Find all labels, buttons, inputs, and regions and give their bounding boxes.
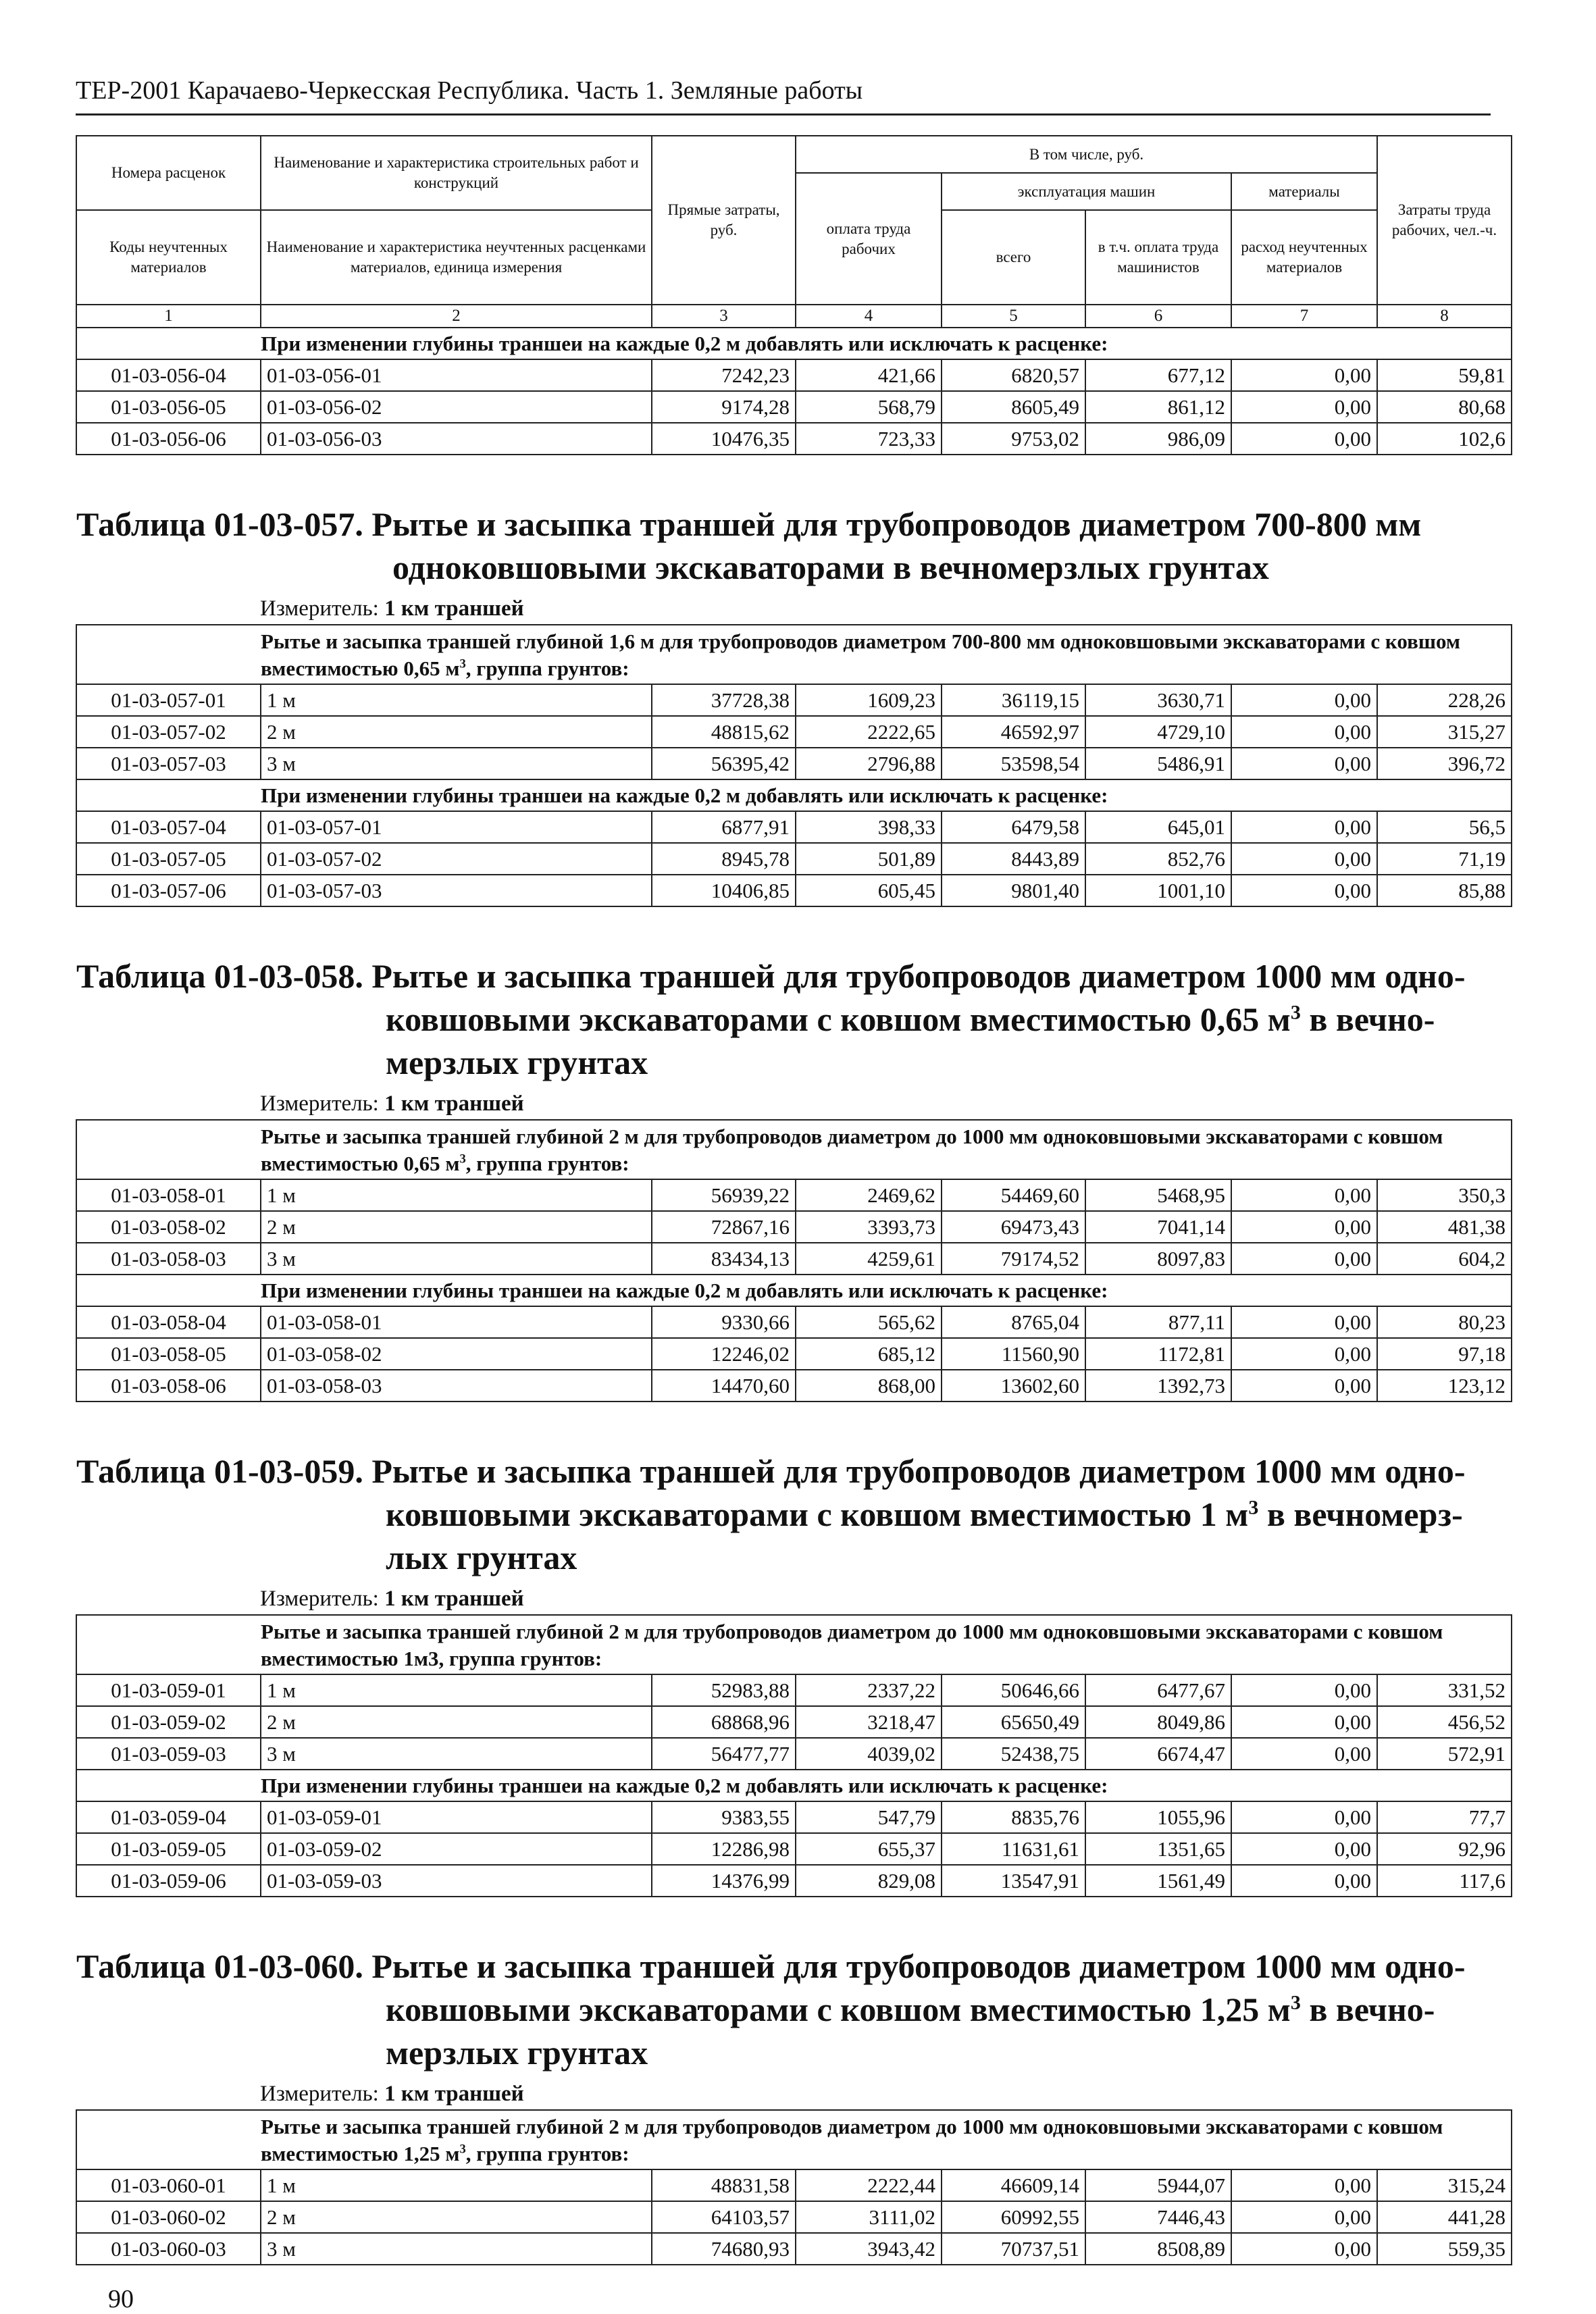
- cell-materials-cost: 0,00: [1231, 684, 1377, 716]
- cell-rate-code: 01-03-058-06: [76, 1370, 261, 1402]
- cell-operator-pay: 1001,10: [1085, 875, 1231, 906]
- cell-materials-cost: 0,00: [1231, 1179, 1377, 1211]
- cell-labor-hours: 117,6: [1377, 1865, 1512, 1897]
- cell-labor-hours: 59,81: [1377, 359, 1512, 391]
- depth-change-row: При изменении глубины траншеи на каждые 0,2 м добавлять или исключать к расценке:: [76, 779, 1512, 811]
- cell-labor-pay: 829,08: [796, 1865, 942, 1897]
- cell-operator-pay: 1561,49: [1085, 1865, 1231, 1897]
- cell-labor-pay: 3393,73: [796, 1211, 942, 1243]
- cell-labor-pay: 3943,42: [796, 2233, 942, 2265]
- table-row: [76, 1211, 1512, 1243]
- cell-machine-total: 52438,75: [942, 1738, 1085, 1770]
- cell-labor-hours: 102,6: [1377, 423, 1512, 455]
- table-row: [76, 359, 1512, 391]
- cell-rate-code: 01-03-059-03: [76, 1738, 261, 1770]
- cell-rate-code: 01-03-060-02: [76, 2201, 261, 2233]
- cell-direct-cost: 9383,55: [652, 1801, 796, 1833]
- table-row: [76, 1738, 1512, 1770]
- cell-operator-pay: 4729,10: [1085, 716, 1231, 748]
- cell-operator-pay: 5944,07: [1085, 2169, 1231, 2201]
- cell-materials-cost: 0,00: [1231, 359, 1377, 391]
- cell-machine-total: 11560,90: [942, 1338, 1085, 1370]
- cell-machine-total: 54469,60: [942, 1179, 1085, 1211]
- cell-labor-hours: 71,19: [1377, 843, 1512, 875]
- cell-labor-pay: 685,12: [796, 1338, 942, 1370]
- cell-operator-pay: 6674,47: [1085, 1738, 1231, 1770]
- cell-labor-pay: 2222,65: [796, 716, 942, 748]
- table-row: [76, 1179, 1512, 1211]
- cell-machine-total: 9753,02: [942, 423, 1085, 455]
- cell-labor-hours: 604,2: [1377, 1243, 1512, 1275]
- table-row: [76, 1833, 1512, 1865]
- cell-rate-code: 01-03-058-01: [76, 1179, 261, 1211]
- cell-machine-total: 8605,49: [942, 391, 1085, 423]
- cell-labor-hours: 572,91: [1377, 1738, 1512, 1770]
- document-body: [76, 135, 1511, 2265]
- cell-direct-cost: 56395,42: [652, 748, 796, 779]
- cell-rate-code: 01-03-059-05: [76, 1833, 261, 1865]
- cell-labor-hours: 456,52: [1377, 1706, 1512, 1738]
- cell-rate-code: 01-03-058-02: [76, 1211, 261, 1243]
- cell-labor-pay: 2337,22: [796, 1674, 942, 1706]
- cell-rate-code: 01-03-059-06: [76, 1865, 261, 1897]
- cell-machine-total: 9801,40: [942, 875, 1085, 906]
- cell-work-name: 2 м: [261, 1211, 652, 1243]
- cell-labor-hours: 80,68: [1377, 391, 1512, 423]
- cell-operator-pay: 7041,14: [1085, 1211, 1231, 1243]
- cell-operator-pay: 5468,95: [1085, 1179, 1231, 1211]
- cell-labor-pay: 501,89: [796, 843, 942, 875]
- cell-machine-total: 8835,76: [942, 1801, 1085, 1833]
- table-row: [76, 875, 1512, 906]
- cell-direct-cost: 12246,02: [652, 1338, 796, 1370]
- measure-row: Измеритель: 1 км траншей: [260, 2081, 524, 2106]
- cell-labor-pay: 565,62: [796, 1306, 942, 1338]
- cell-labor-hours: 80,23: [1377, 1306, 1512, 1338]
- col-name-header: Наименование и характеристика строительных работ и конструкций: [261, 136, 652, 210]
- table-row: [76, 423, 1512, 455]
- col-direct-header: Прямые затраты, руб.: [652, 136, 796, 305]
- header-row-1: [76, 136, 1512, 173]
- cell-direct-cost: 52983,88: [652, 1674, 796, 1706]
- cell-rate-code: 01-03-059-01: [76, 1674, 261, 1706]
- cell-operator-pay: 7446,43: [1085, 2201, 1231, 2233]
- table-row: [76, 1306, 1512, 1338]
- cell-rate-code: 01-03-057-04: [76, 811, 261, 843]
- cell-labor-hours: 559,35: [1377, 2233, 1512, 2265]
- cell-direct-cost: 74680,93: [652, 2233, 796, 2265]
- cell-materials-cost: 0,00: [1231, 748, 1377, 779]
- cell-machine-total: 65650,49: [942, 1706, 1085, 1738]
- measure-row: Измеритель: 1 км траншей: [260, 596, 524, 621]
- cell-materials-cost: 0,00: [1231, 811, 1377, 843]
- table-row: [76, 684, 1512, 716]
- cell-machine-total: 46609,14: [942, 2169, 1085, 2201]
- cell-labor-hours: 331,52: [1377, 1674, 1512, 1706]
- cell-materials-cost: 0,00: [1231, 1674, 1377, 1706]
- table-row: [76, 748, 1512, 779]
- cell-direct-cost: 9174,28: [652, 391, 796, 423]
- cell-direct-cost: 14376,99: [652, 1865, 796, 1897]
- cell-work-name: 01-03-058-03: [261, 1370, 652, 1402]
- measure-row: Измеритель: 1 км траншей: [260, 1586, 524, 1611]
- table-row: [76, 2233, 1512, 2265]
- cell-work-name: 3 м: [261, 748, 652, 779]
- cell-work-name: 01-03-056-03: [261, 423, 652, 455]
- table-row: [76, 391, 1512, 423]
- cell-labor-pay: 4039,02: [796, 1738, 942, 1770]
- table-title-059: Таблица 01-03-059. Рытье и засыпка траншей для трубопроводов диаметром 1000 мм одно- ковшовыми экскаваторами с ковшом вместимостью 1 $м^3$ в вечномерз- лых грунтах: [76, 1452, 1466, 1576]
- cell-direct-cost: 72867,16: [652, 1211, 796, 1243]
- cell-machine-total: 70737,51: [942, 2233, 1085, 2265]
- depth-change-row: При изменении глубины траншеи на каждые 0,2 м добавлять или исключать к расценке:: [76, 1275, 1512, 1306]
- cell-rate-code: 01-03-056-06: [76, 423, 261, 455]
- cell-labor-hours: 350,3: [1377, 1179, 1512, 1211]
- cell-labor-hours: 85,88: [1377, 875, 1512, 906]
- cell-work-name: 01-03-058-02: [261, 1338, 652, 1370]
- table-row: [76, 843, 1512, 875]
- cell-rate-code: 01-03-058-05: [76, 1338, 261, 1370]
- cell-machine-total: 6479,58: [942, 811, 1085, 843]
- cell-operator-pay: 877,11: [1085, 1306, 1231, 1338]
- cell-rate-code: 01-03-057-06: [76, 875, 261, 906]
- cell-labor-pay: 605,45: [796, 875, 942, 906]
- table-title-058: Таблица 01-03-058. Рытье и засыпка траншей для трубопроводов диаметром 1000 мм одно- ковшовыми экскаваторами с ковшом вместимостью 0,65 $м^3$ в вечно- мерзлых грунтах: [76, 957, 1466, 1081]
- cell-rate-code: 01-03-058-04: [76, 1306, 261, 1338]
- cell-rate-code: 01-03-057-01: [76, 684, 261, 716]
- cell-machine-total: 6820,57: [942, 359, 1085, 391]
- cell-labor-hours: 396,72: [1377, 748, 1512, 779]
- col-consumption-header: расход неучтенных материалов: [1231, 210, 1377, 305]
- cell-direct-cost: 14470,60: [652, 1370, 796, 1402]
- cell-work-name: 01-03-057-01: [261, 811, 652, 843]
- cell-operator-pay: 8508,89: [1085, 2233, 1231, 2265]
- table-label: Таблица 01-03-058.: [76, 957, 363, 995]
- cell-work-name: 01-03-059-01: [261, 1801, 652, 1833]
- table-label: Таблица 01-03-057.: [76, 505, 363, 543]
- cell-machine-total: 46592,97: [942, 716, 1085, 748]
- table-row: [76, 1674, 1512, 1706]
- cell-direct-cost: 9330,66: [652, 1306, 796, 1338]
- cell-operator-pay: 1351,65: [1085, 1833, 1231, 1865]
- cell-labor-hours: 441,28: [1377, 2201, 1512, 2233]
- cell-materials-cost: 0,00: [1231, 716, 1377, 748]
- col-pay-header: оплата труда рабочих: [796, 173, 942, 305]
- col-operators-header: в т.ч. оплата труда машинистов: [1085, 210, 1231, 305]
- cell-machine-total: 53598,54: [942, 748, 1085, 779]
- page-number: 90: [108, 2285, 134, 2313]
- cell-operator-pay: 3630,71: [1085, 684, 1231, 716]
- cell-rate-code: 01-03-059-02: [76, 1706, 261, 1738]
- header-rule: [76, 113, 1491, 115]
- cell-labor-hours: 315,24: [1377, 2169, 1512, 2201]
- cell-rate-code: 01-03-057-03: [76, 748, 261, 779]
- cell-materials-cost: 0,00: [1231, 1306, 1377, 1338]
- depth-change-row: При изменении глубины траншеи на каждые 0,2 м добавлять или исключать к расценке:: [76, 328, 1512, 359]
- cell-direct-cost: 83434,13: [652, 1243, 796, 1275]
- cell-materials-cost: 0,00: [1231, 1865, 1377, 1897]
- cell-materials-cost: 0,00: [1231, 1338, 1377, 1370]
- cell-materials-cost: 0,00: [1231, 843, 1377, 875]
- cell-machine-total: 50646,66: [942, 1674, 1085, 1706]
- col-total-header: всего: [942, 210, 1085, 305]
- cell-labor-pay: 2796,88: [796, 748, 942, 779]
- col-machine-header: эксплуатация машин: [942, 173, 1231, 210]
- cell-labor-pay: 2469,62: [796, 1179, 942, 1211]
- cell-labor-pay: 421,66: [796, 359, 942, 391]
- cell-work-name: 01-03-057-02: [261, 843, 652, 875]
- depth-change-row: При изменении глубины траншеи на каждые 0,2 м добавлять или исключать к расценке:: [76, 1770, 1512, 1801]
- table-title-060: Таблица 01-03-060. Рытье и засыпка траншей для трубопроводов диаметром 1000 мм одно- ковшовыми экскаваторами с ковшом вместимостью 1,25 $м^3$ в вечно- мерзлых грунтах: [76, 1947, 1466, 2072]
- table-row: [76, 1801, 1512, 1833]
- cell-direct-cost: 48831,58: [652, 2169, 796, 2201]
- cell-work-name: 2 м: [261, 716, 652, 748]
- cell-labor-pay: 547,79: [796, 1801, 942, 1833]
- cell-machine-total: 13547,91: [942, 1865, 1085, 1897]
- table-row: [76, 1338, 1512, 1370]
- cell-operator-pay: 986,09: [1085, 423, 1231, 455]
- cell-materials-cost: 0,00: [1231, 1833, 1377, 1865]
- cell-materials-cost: 0,00: [1231, 2233, 1377, 2265]
- cell-labor-pay: 2222,44: [796, 2169, 942, 2201]
- cell-materials-cost: 0,00: [1231, 423, 1377, 455]
- table-title-057: Таблица 01-03-057. Рытье и засыпка траншей для трубопроводов диаметром 700-800 мм одноковшовыми экскаваторами в вечномерзлых грунтах: [76, 505, 1422, 586]
- cell-machine-total: 8765,04: [942, 1306, 1085, 1338]
- cell-work-name: 3 м: [261, 1243, 652, 1275]
- cell-labor-hours: 315,27: [1377, 716, 1512, 748]
- description-row: Рытье и засыпка траншей глубиной 1,6 м для трубопроводов диаметром 700-800 мм одноковшовыми экскаваторами с ковшом вместимостью 0,65 $м^3$, группа грунтов:: [76, 625, 1512, 684]
- cell-materials-cost: 0,00: [1231, 875, 1377, 906]
- cell-labor-hours: 56,5: [1377, 811, 1512, 843]
- description-row: Рытье и засыпка траншей глубиной 2 м для трубопроводов диаметром до 1000 мм одноковшовыми экскаваторами с ковшом вместимостью 0,65 $м^3$, группа грунтов:: [76, 1120, 1512, 1179]
- cell-direct-cost: 8945,78: [652, 843, 796, 875]
- table-row: [76, 1370, 1512, 1402]
- cell-direct-cost: 56939,22: [652, 1179, 796, 1211]
- cell-work-name: 1 м: [261, 1674, 652, 1706]
- cell-materials-cost: 0,00: [1231, 1370, 1377, 1402]
- cell-materials-cost: 0,00: [1231, 1706, 1377, 1738]
- cell-direct-cost: 64103,57: [652, 2201, 796, 2233]
- cell-direct-cost: 12286,98: [652, 1833, 796, 1865]
- cell-labor-pay: 868,00: [796, 1370, 942, 1402]
- description-row: Рытье и засыпка траншей глубиной 2 м для трубопроводов диаметром до 1000 мм одноковшовыми экскаваторами с ковшом вместимостью 1м3, группа грунтов:: [76, 1615, 1512, 1674]
- cell-labor-pay: 398,33: [796, 811, 942, 843]
- cell-labor-pay: 723,33: [796, 423, 942, 455]
- cell-rate-code: 01-03-059-04: [76, 1801, 261, 1833]
- cell-work-name: 01-03-059-02: [261, 1833, 652, 1865]
- cell-labor-hours: 97,18: [1377, 1338, 1512, 1370]
- col-name-unaccounted-header: Наименование и характеристика неучтенных расценками материалов, единица измерения: [261, 210, 652, 305]
- cell-machine-total: 60992,55: [942, 2201, 1085, 2233]
- cell-work-name: 1 м: [261, 684, 652, 716]
- page-header-title: ТЕР-2001 Карачаево-Черкесская Республика. Часть 1. Земляные работы: [76, 76, 863, 105]
- cell-labor-hours: 77,7: [1377, 1801, 1512, 1833]
- table-row: [76, 1865, 1512, 1897]
- cell-direct-cost: 68868,96: [652, 1706, 796, 1738]
- cell-operator-pay: 1055,96: [1085, 1801, 1231, 1833]
- table-label: Таблица 01-03-059.: [76, 1452, 363, 1490]
- cell-direct-cost: 48815,62: [652, 716, 796, 748]
- cell-machine-total: 36119,15: [942, 684, 1085, 716]
- page-header: [76, 76, 1491, 115]
- cell-direct-cost: 6877,91: [652, 811, 796, 843]
- table-row: [76, 1706, 1512, 1738]
- col-materials-header: материалы: [1231, 173, 1377, 210]
- cell-operator-pay: 5486,91: [1085, 748, 1231, 779]
- col-codes-header: Номера расценок: [76, 136, 261, 210]
- cell-materials-cost: 0,00: [1231, 1801, 1377, 1833]
- cell-rate-code: 01-03-056-04: [76, 359, 261, 391]
- cell-materials-cost: 0,00: [1231, 1243, 1377, 1275]
- cell-materials-cost: 0,00: [1231, 1211, 1377, 1243]
- cell-work-name: 01-03-059-03: [261, 1865, 652, 1897]
- cell-direct-cost: 10476,35: [652, 423, 796, 455]
- cell-labor-hours: 228,26: [1377, 684, 1512, 716]
- table-label: Таблица 01-03-060.: [76, 1947, 363, 1985]
- cell-rate-code: 01-03-058-03: [76, 1243, 261, 1275]
- cell-operator-pay: 1392,73: [1085, 1370, 1231, 1402]
- table-row: [76, 2169, 1512, 2201]
- cell-operator-pay: 6477,67: [1085, 1674, 1231, 1706]
- table-row: [76, 716, 1512, 748]
- cell-operator-pay: 852,76: [1085, 843, 1231, 875]
- cell-labor-pay: 3111,02: [796, 2201, 942, 2233]
- cell-machine-total: 69473,43: [942, 1211, 1085, 1243]
- cell-labor-hours: 481,38: [1377, 1211, 1512, 1243]
- cell-labor-hours: 92,96: [1377, 1833, 1512, 1865]
- cell-operator-pay: 8049,86: [1085, 1706, 1231, 1738]
- cell-rate-code: 01-03-057-02: [76, 716, 261, 748]
- cell-operator-pay: 645,01: [1085, 811, 1231, 843]
- cell-rate-code: 01-03-057-05: [76, 843, 261, 875]
- cell-materials-cost: 0,00: [1231, 2201, 1377, 2233]
- cell-work-name: 3 м: [261, 1738, 652, 1770]
- cell-labor-pay: 1609,23: [796, 684, 942, 716]
- cell-direct-cost: 10406,85: [652, 875, 796, 906]
- cell-machine-total: 11631,61: [942, 1833, 1085, 1865]
- cell-rate-code: 01-03-060-03: [76, 2233, 261, 2265]
- cell-labor-hours: 123,12: [1377, 1370, 1512, 1402]
- cell-work-name: 2 м: [261, 2201, 652, 2233]
- cell-labor-pay: 568,79: [796, 391, 942, 423]
- cell-work-name: 01-03-057-03: [261, 875, 652, 906]
- cell-operator-pay: 1172,81: [1085, 1338, 1231, 1370]
- col-including-header: В том числе, руб.: [796, 136, 1377, 173]
- rates-table: [76, 135, 1512, 2265]
- cell-work-name: 1 м: [261, 2169, 652, 2201]
- cell-work-name: 2 м: [261, 1706, 652, 1738]
- cell-direct-cost: 56477,77: [652, 1738, 796, 1770]
- cell-labor-pay: 4259,61: [796, 1243, 942, 1275]
- col-labor-header: Затраты труда рабочих, чел.-ч.: [1377, 136, 1512, 305]
- cell-work-name: 01-03-056-01: [261, 359, 652, 391]
- cell-operator-pay: 8097,83: [1085, 1243, 1231, 1275]
- cell-machine-total: 8443,89: [942, 843, 1085, 875]
- table-row: [76, 1243, 1512, 1275]
- cell-labor-pay: 655,37: [796, 1833, 942, 1865]
- cell-materials-cost: 0,00: [1231, 2169, 1377, 2201]
- cell-operator-pay: 861,12: [1085, 391, 1231, 423]
- table-row: [76, 811, 1512, 843]
- table-row: [76, 2201, 1512, 2233]
- cell-materials-cost: 0,00: [1231, 391, 1377, 423]
- cell-work-name: 1 м: [261, 1179, 652, 1211]
- col-codes-unaccounted-header: Коды неучтенных материалов: [76, 210, 261, 305]
- cell-work-name: 01-03-056-02: [261, 391, 652, 423]
- cell-operator-pay: 677,12: [1085, 359, 1231, 391]
- cell-labor-pay: 3218,47: [796, 1706, 942, 1738]
- cell-work-name: 01-03-058-01: [261, 1306, 652, 1338]
- cell-work-name: 3 м: [261, 2233, 652, 2265]
- cell-machine-total: 13602,60: [942, 1370, 1085, 1402]
- cell-machine-total: 79174,52: [942, 1243, 1085, 1275]
- cell-direct-cost: 37728,38: [652, 684, 796, 716]
- measure-row: Измеритель: 1 км траншей: [260, 1091, 524, 1116]
- cell-rate-code: 01-03-056-05: [76, 391, 261, 423]
- description-row: Рытье и засыпка траншей глубиной 2 м для трубопроводов диаметром до 1000 мм одноковшовыми экскаваторами с ковшом вместимостью 1,25 $м^3$, группа грунтов:: [76, 2110, 1512, 2169]
- cell-materials-cost: 0,00: [1231, 1738, 1377, 1770]
- header-numbers-row: 1 2 3 4 5 6 7 8: [76, 305, 1512, 328]
- cell-direct-cost: 7242,23: [652, 359, 796, 391]
- cell-rate-code: 01-03-060-01: [76, 2169, 261, 2201]
